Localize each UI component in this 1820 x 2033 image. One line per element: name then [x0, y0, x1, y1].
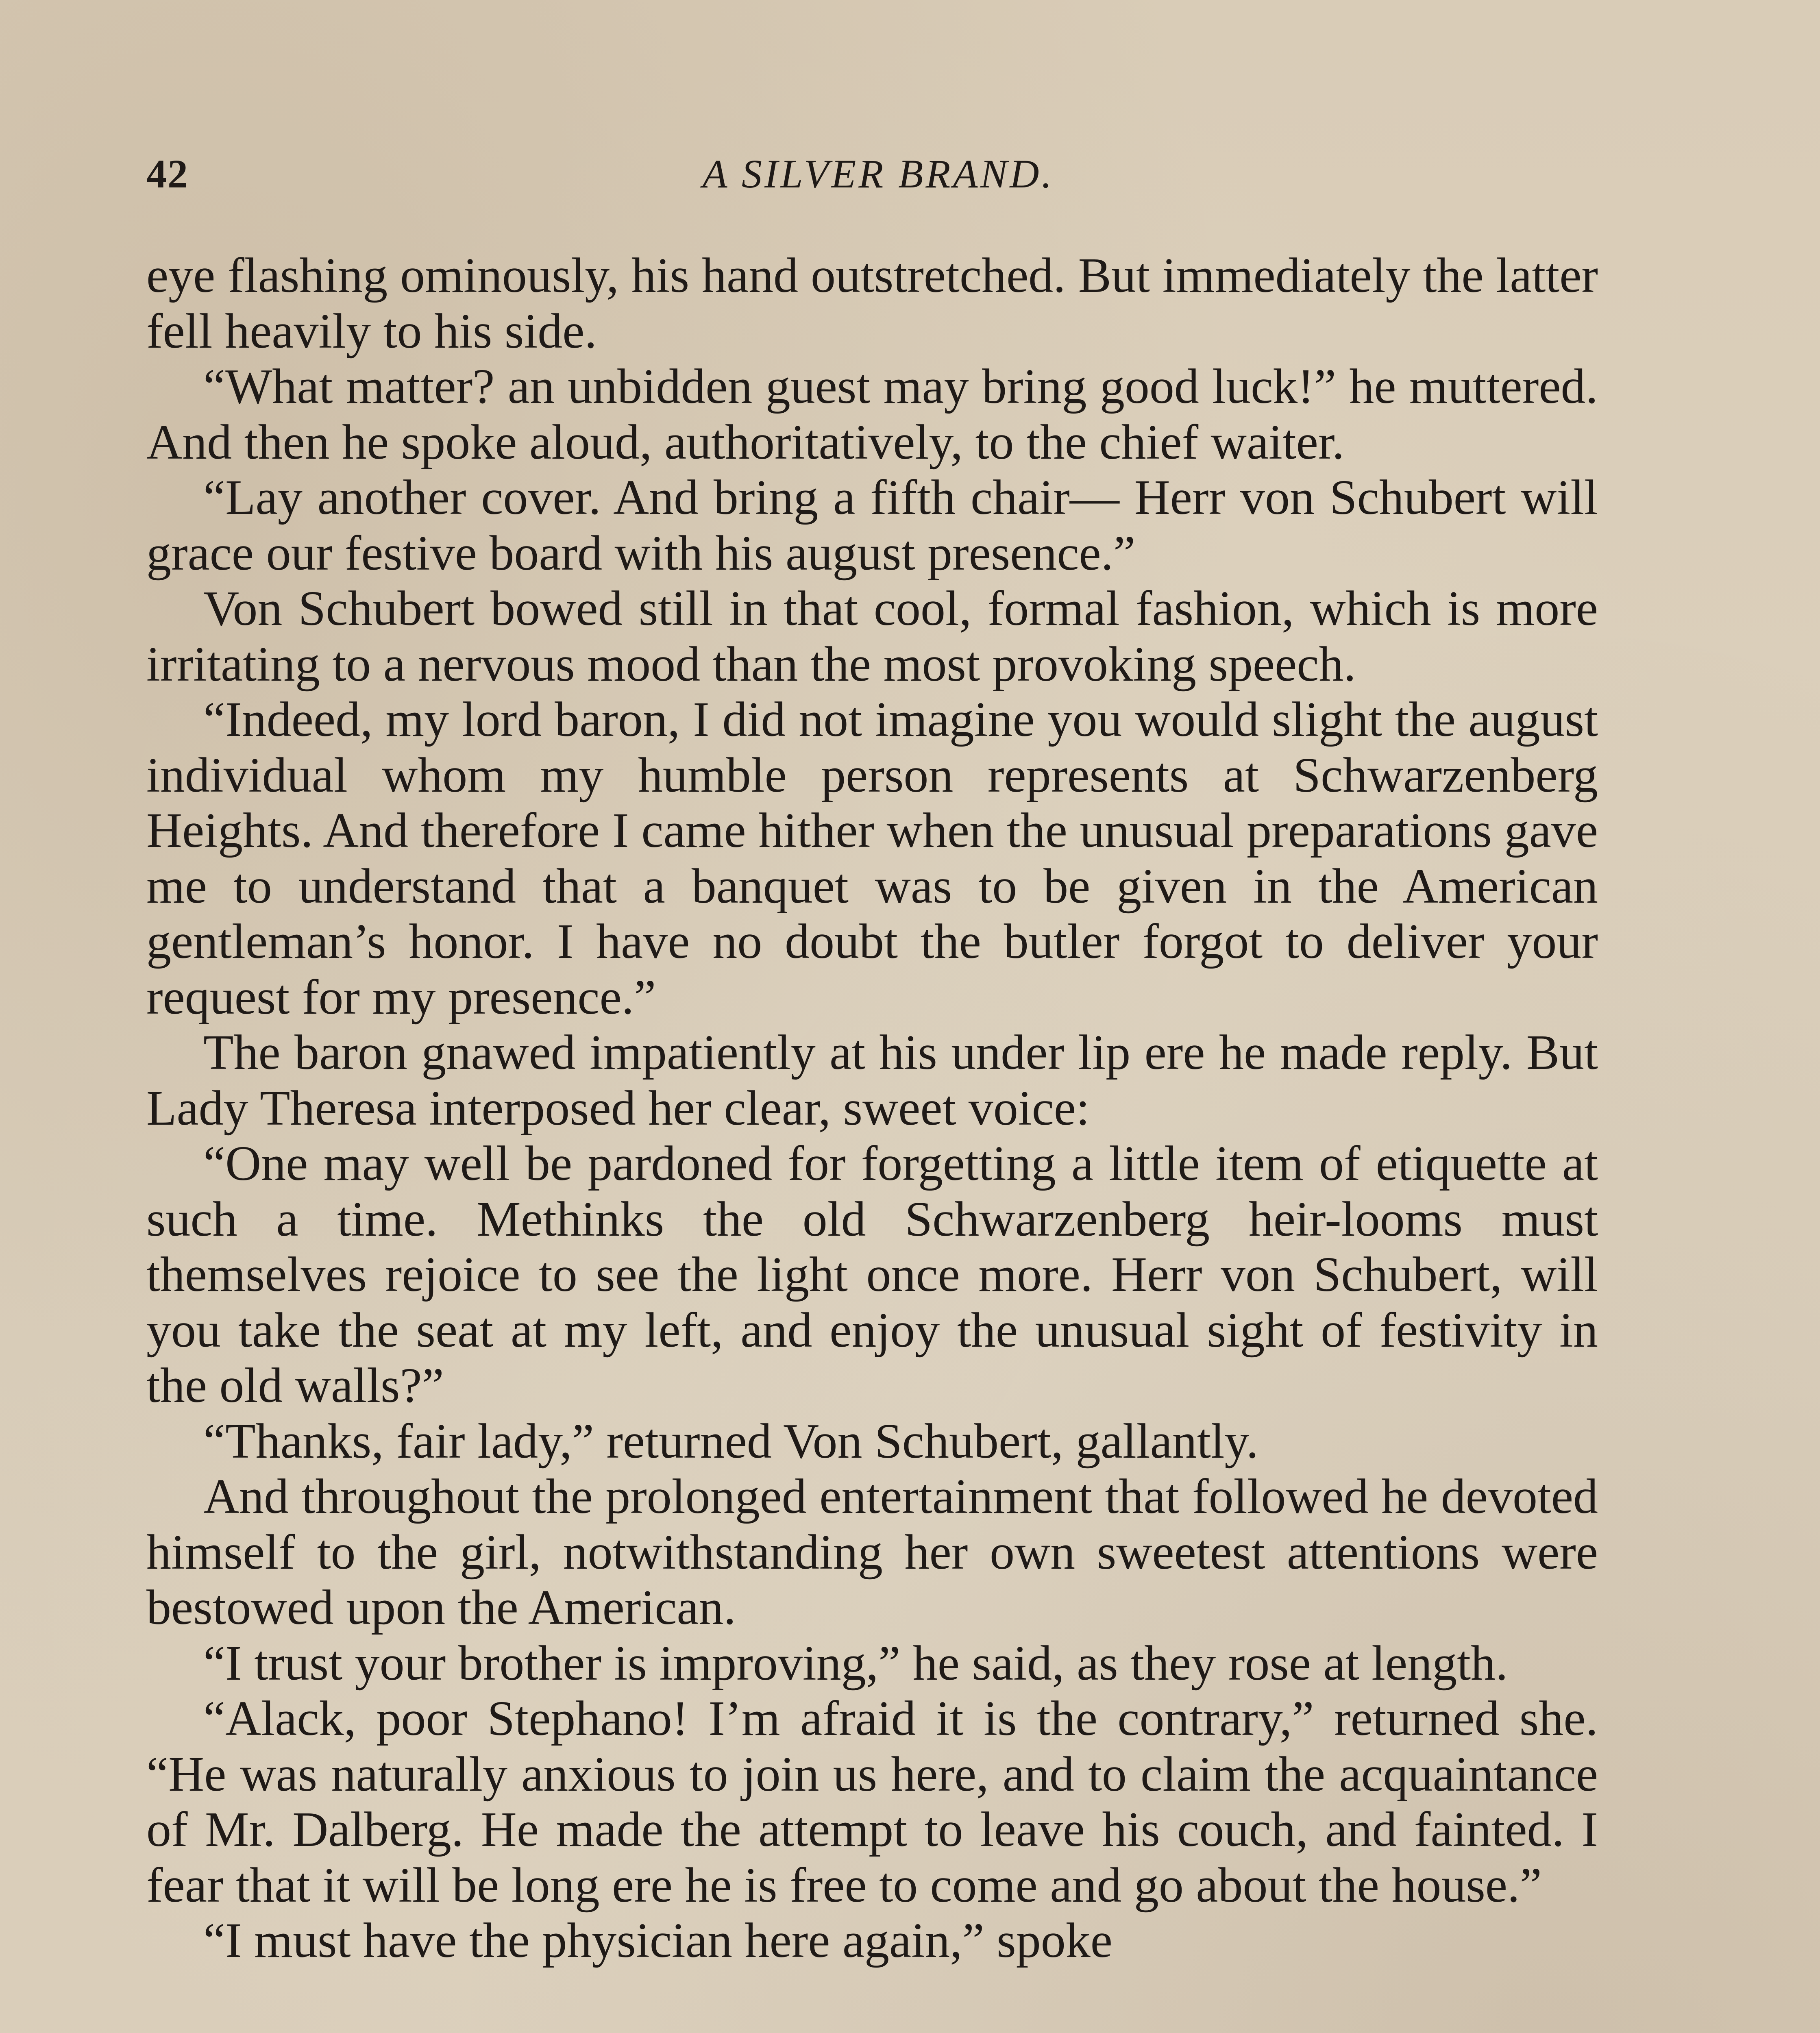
paragraph: “Alack, poor Stephano! I’m afraid it is the contrary,” returned she. “He was naturally anxious to join us here, and to claim the acquaintance of Mr. Dalberg. He made the attempt to leave his couch, and fainted. I fear that it will be long ere he is free to come and go about the house.” — [146, 1691, 1598, 1913]
paragraph: And throughout the prolonged entertainment that followed he devoted himself to the girl, notwithstanding her own sweetest attentions were bestowed upon the American. — [146, 1469, 1598, 1635]
paragraph: eye flashing ominously, his hand outstretched. But immediately the latter fell heavily to his side. — [146, 248, 1598, 359]
running-title: A SILVER BRAND. — [702, 151, 1054, 196]
page-number: 42 — [146, 151, 189, 196]
paragraph: “One may well be pardoned for forgetting a little item of etiquette at such a time. Methinks the old Schwarzenberg heir-looms must themselves rejoice to see the light once more. Herr von Schubert, will you take the seat at my left, and enjoy the unusual sight of festivity in the old walls?” — [146, 1136, 1598, 1413]
paragraph: “What matter? an unbidden guest may bring good luck!” he muttered. And then he spoke aloud, authoritatively, to the chief waiter. — [146, 359, 1598, 470]
paragraph: The baron gnawed impatiently at his under lip ere he made reply. But Lady Theresa interposed her clear, sweet voice: — [146, 1025, 1598, 1136]
paragraph: “Thanks, fair lady,” returned Von Schubert, gallantly. — [203, 1413, 1259, 1469]
paragraph: “Lay another cover. And bring a fifth chair— Herr von Schubert will grace our festive board with his august presence.” — [146, 470, 1598, 581]
body-text — [146, 248, 1598, 1969]
paragraph: Von Schubert bowed still in that cool, formal fashion, which is more irritating to a nervous mood than the most provoking speech. — [146, 581, 1598, 692]
paragraph: “I must have the physician here again,” spoke — [203, 1913, 1112, 1968]
paragraph: “Indeed, my lord baron, I did not imagine you would slight the august individual whom my humble person represents at Schwarzenberg Heights. And therefore I came hither when the unusual preparations gave me to understand that a banquet was to be given in the American gentleman’s honor. I have no doubt the butler forgot to deliver your request for my presence.” — [146, 692, 1598, 1025]
running-head — [146, 150, 1610, 215]
paragraph: “I trust your brother is improving,” he said, as they rose at length. — [203, 1635, 1508, 1691]
